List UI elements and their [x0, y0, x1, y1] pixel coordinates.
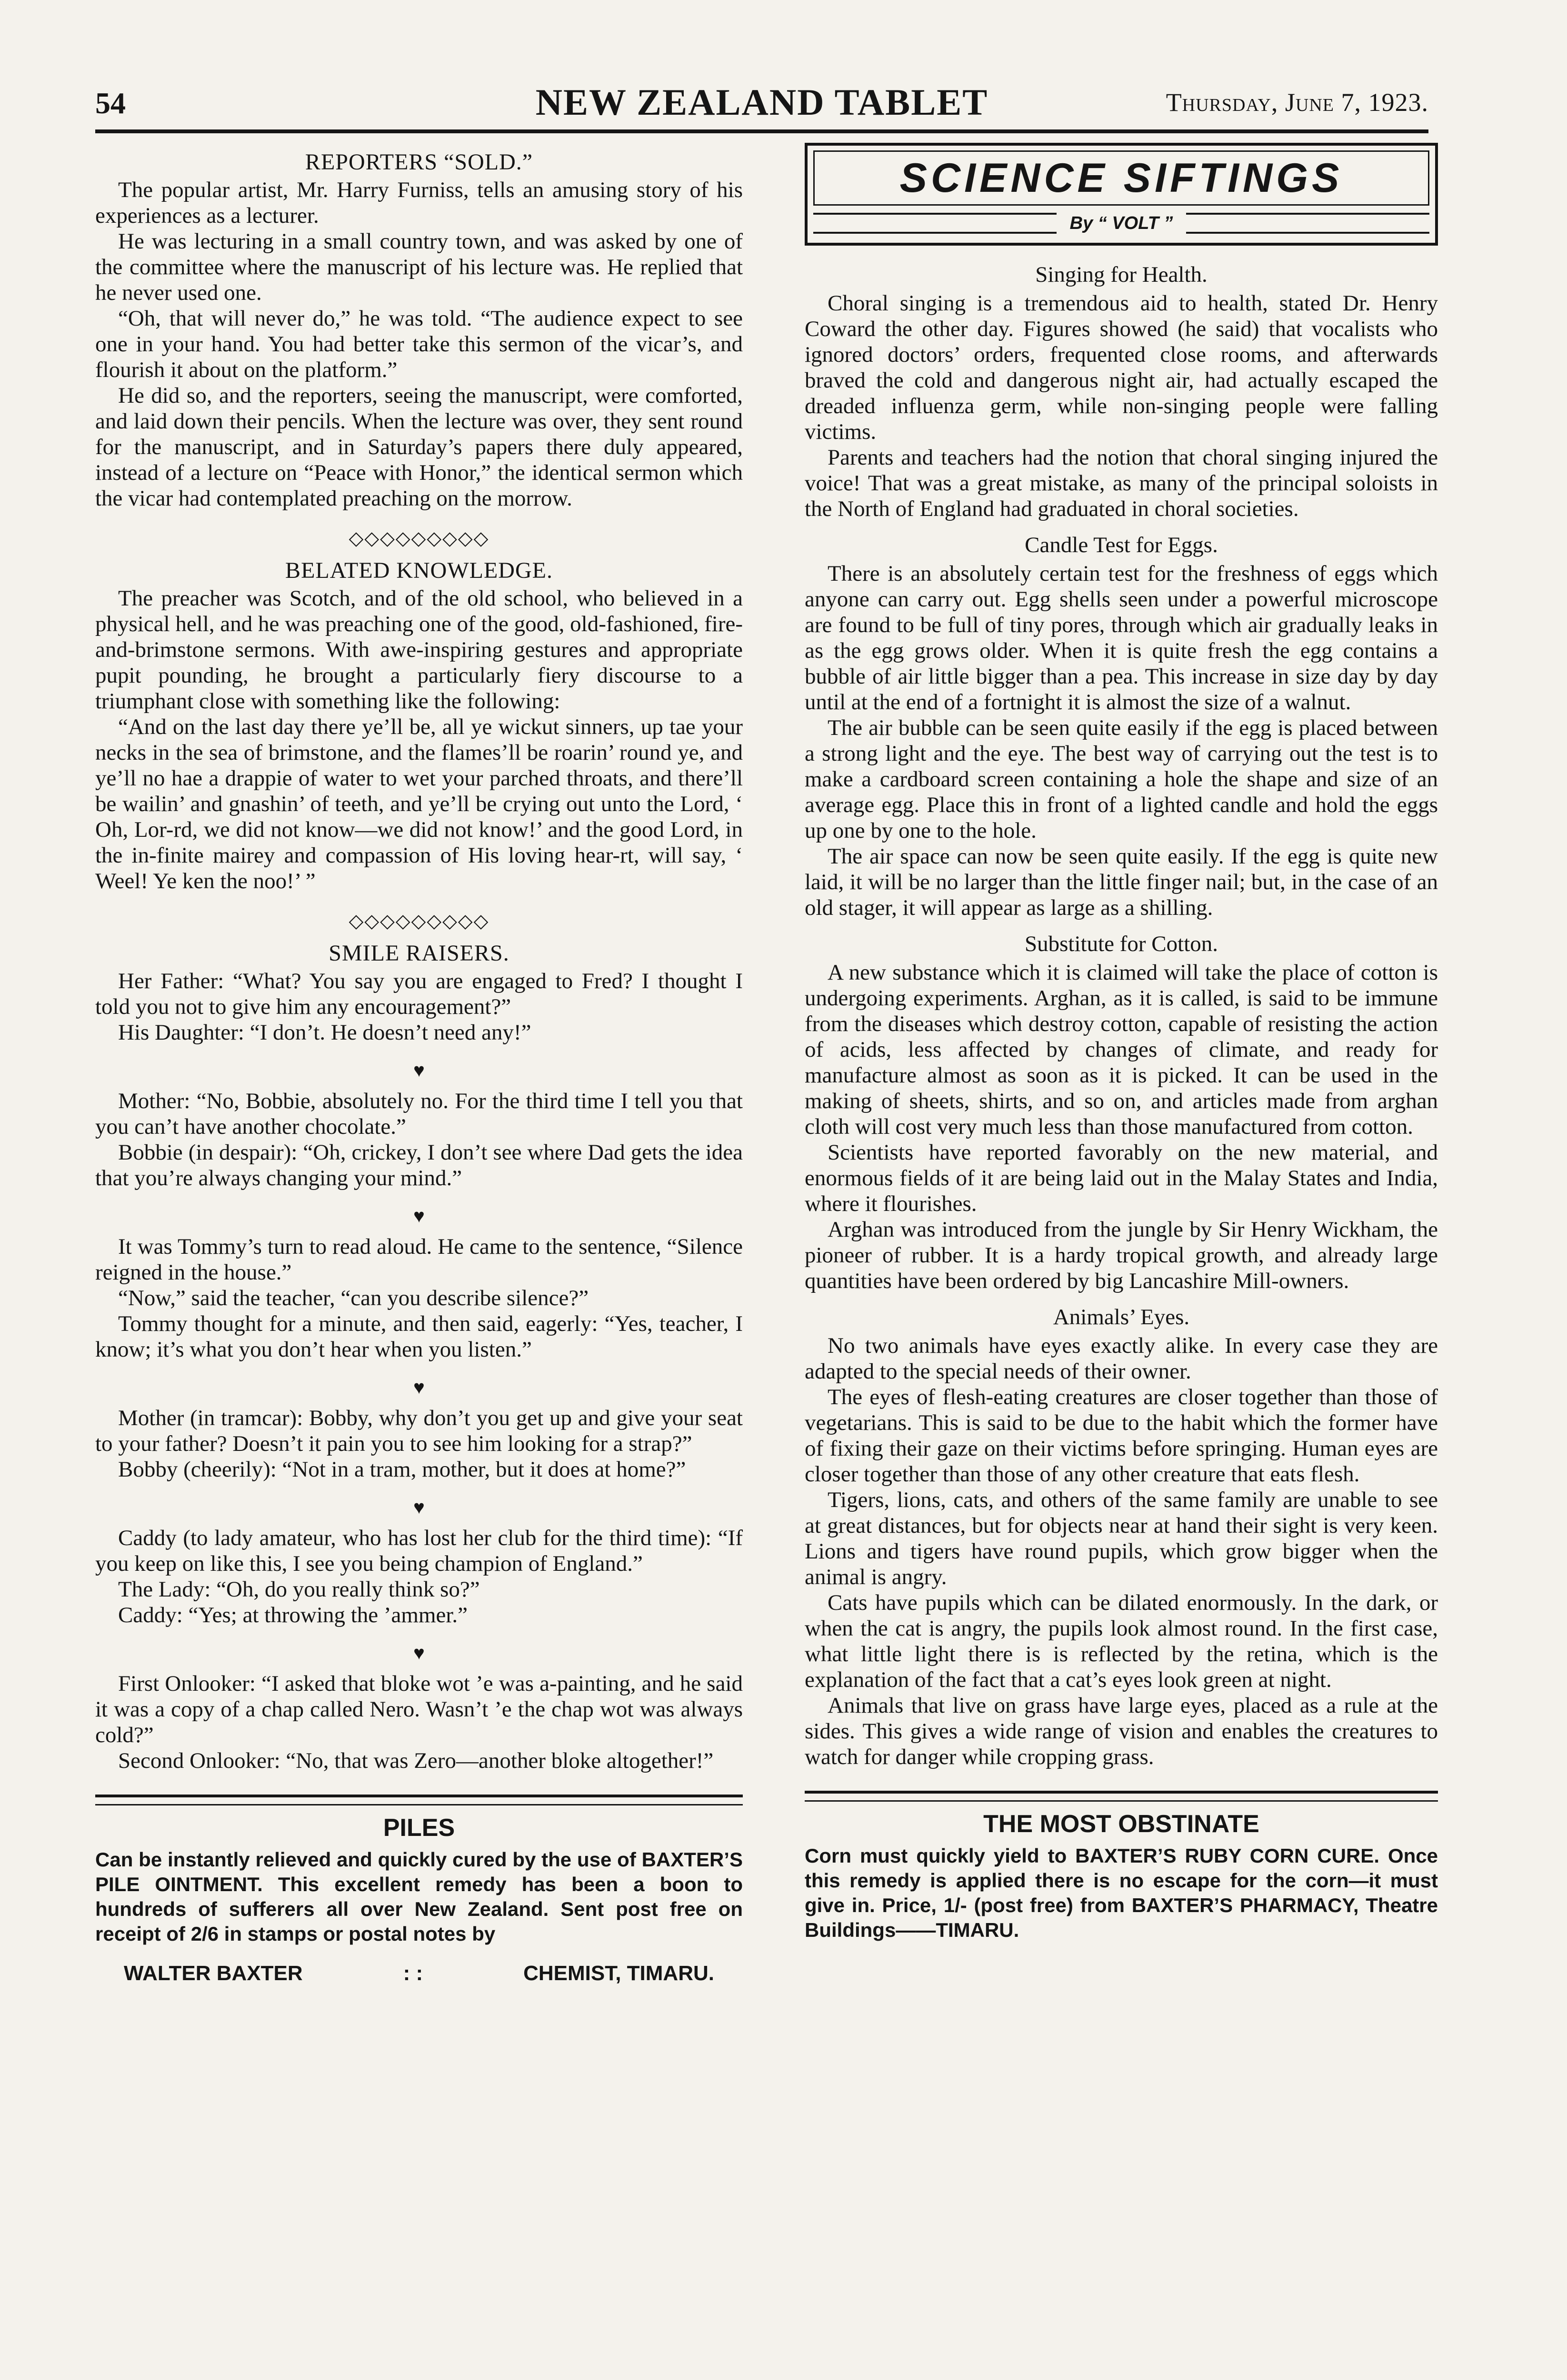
joke-line: Caddy (to lady amateur, who has lost her club for the third time): “If you keep on like this, I see you being champion of England.” — [95, 1526, 743, 1576]
ad-signature-name: WALTER BAXTER — [124, 1962, 303, 1985]
joke-line: It was Tommy’s turn to read aloud. He came to the sentence, “Silence reigned in the house.” — [95, 1234, 743, 1285]
joke-line: Tommy thought for a minute, and then said, eagerly: “Yes, teacher, I know; it’s what you don’t hear when you listen.” — [95, 1311, 743, 1362]
belated-heading: BELATED KNOWLEDGE. — [285, 558, 553, 583]
heart-icon: ♥ — [413, 1497, 425, 1518]
eyes-paragraph: No two animals have eyes exactly alike. In every case they are adapted to the special needs of their owner. — [805, 1333, 1438, 1384]
masthead-rule — [95, 129, 1428, 133]
singing-paragraph: Choral singing is a tremendous aid to health, stated Dr. Henry Coward the other day. Figures showed (he said) that vocalists who ignored doctors’ orders, frequented close rooms, and afterwards braved the cold and dangerous night air, had actually escaped the dreaded influenza germ, while non-singing people were falling victims. — [805, 291, 1438, 444]
heart-icon: ♥ — [413, 1377, 425, 1398]
left-column — [95, 143, 743, 1986]
piles-ad-signature — [95, 1961, 743, 1986]
eyes-paragraph: Animals that live on grass have large eyes, placed as a rule at the sides. This gives a wide range of vision and enables the creatures to watch for danger while cropping grass. — [805, 1693, 1438, 1769]
byline-bar — [1186, 213, 1429, 234]
corn-ad-text: Corn must quickly yield to BAXTER’S RUBY CORN CURE. Once this remedy is applied there is no escape for the corn—it must give in. Price, 1/- (post free) from BAXTER’S PHARMACY, Theatre Buildings——TIMARU. — [805, 1844, 1438, 1941]
heart-icon: ♥ — [413, 1205, 425, 1227]
science-siftings-banner — [805, 143, 1438, 246]
masthead — [95, 76, 1428, 129]
joke-line: “Now,” said the teacher, “can you describe silence?” — [118, 1286, 589, 1310]
reporters-paragraph: He did so, and the reporters, seeing the manuscript, were comforted, and laid down their pencils. When the lecture was over, they sent round for the manuscript, and in Saturday’s papers there duly appeared, instead of a lecture on “Peace with Honor,” the identical sermon which the vicar had contemplated preaching on the morrow. — [95, 383, 743, 511]
ornament-divider: ◇◇◇◇◇◇◇◇◇ — [349, 527, 489, 549]
ornament-divider: ◇◇◇◇◇◇◇◇◇ — [349, 910, 489, 932]
reporters-heading: REPORTERS “SOLD.” — [305, 149, 533, 175]
smile-heading: SMILE RAISERS. — [329, 941, 509, 966]
candle-paragraph: The air bubble can be seen quite easily if the egg is placed between a strong light and the eye. The best way of carrying out the test is to make a cardboard screen containing a hole the shape and size of an average egg. Place this in front of a lighted candle and hold the eggs up one by one to the hole. — [805, 715, 1438, 843]
ad-signature-separator: : : — [403, 1962, 423, 1985]
candle-heading: Candle Test for Eggs. — [1025, 533, 1218, 557]
eyes-paragraph: The eyes of flesh-eating creatures are closer together than those of vegetarians. This is said to be due to the habit which the former have of fixing their gaze on their victims before springing. Human eyes are closer together than those of any other creature that eats flesh. — [805, 1385, 1438, 1487]
cotton-paragraph: A new substance which it is claimed will take the place of cotton is undergoing experiments. Arghan, as it is called, is said to be immune from the diseases which destroy cotton, capable of resisting the action of acids, less affected by changes of climate, and ready for manufacture almost as soon as it is picked. It can be used in the making of sheets, shirts, and so on, and articles made from arghan cloth will cost very much less than those manufactured from cotton. — [805, 960, 1438, 1139]
eyes-heading: Animals’ Eyes. — [1053, 1305, 1190, 1329]
publication-title: NEW ZEALAND TABLET — [535, 81, 988, 123]
joke-line: Bobby (cheerily): “Not in a tram, mother, but it does at home?” — [118, 1457, 686, 1482]
joke-line: The Lady: “Oh, do you really think so?” — [118, 1577, 480, 1602]
joke-line: Mother: “No, Bobbie, absolutely no. For the third time I tell you that you can’t have another chocolate.” — [95, 1089, 743, 1139]
joke-line: Her Father: “What? You say you are engaged to Fred? I thought I told you not to give him any encouragement?” — [95, 969, 743, 1019]
eyes-paragraph: Cats have pupils which can be dilated enormously. In the dark, or when the cat is angry, the pupils look almost round. In the first case, what little light there is is reflected by the retina, which is the explanation of the fact that a cat’s eyes look green at night. — [805, 1590, 1438, 1692]
corn-cure-advertisement — [805, 1811, 1438, 1943]
joke-line: His Daughter: “I don’t. He doesn’t need any!” — [118, 1020, 531, 1045]
heart-icon: ♥ — [413, 1642, 425, 1664]
section-rule — [805, 1791, 1438, 1802]
cotton-heading: Substitute for Cotton. — [1024, 932, 1218, 956]
corn-ad-title: THE MOST OBSTINATE — [983, 1810, 1259, 1838]
issue-date: Thursday, June 7, 1923. — [1166, 88, 1428, 117]
joke-line: Caddy: “Yes; at throwing the ’ammer.” — [118, 1603, 468, 1627]
heart-icon: ♥ — [413, 1060, 425, 1081]
piles-ad-title: PILES — [383, 1814, 455, 1842]
joke-line: Mother (in tramcar): Bobby, why don’t you get up and give your seat to your father? Doesn’t it pain you to see him looking for a strap?” — [95, 1406, 743, 1456]
belated-paragraph: “And on the last day there ye’ll be, all ye wickut sinners, up tae your necks in the sea of brimstone, and the flames’ll be roarin’ round ye, and ye’ll no hae a drappie of water to wet your parched throats, and there’ll be wailin’ and gnashin’ of teeth, and ye’ll be crying out unto the Lord, ‘ Oh, Lor-rd, we did not know—we did not know!’ and the good Lord, in the in-finite mairey and compassion of His loving hear-rt, will say, ‘ Weel! Ye ken the noo!’ ” — [95, 714, 743, 893]
piles-advertisement — [95, 1815, 743, 1986]
reporters-paragraph: “Oh, that will never do,” he was told. “The audience expect to see one in your hand. You had better take this sermon of the vicar’s, and flourish it about on the platform.” — [95, 306, 743, 382]
reporters-paragraph: He was lecturing in a small country town, and was asked by one of the committee where the manuscript of his lecture was. He replied that he never used one. — [95, 229, 743, 305]
joke-line: Second Onlooker: “No, that was Zero—another bloke altogether!” — [118, 1748, 714, 1773]
eyes-paragraph: Tigers, lions, cats, and others of the same family are unable to see at great distances, but for objects near at hand their sight is very keen. Lions and tigers have round pupils, which grow bigger when the animal is angry. — [805, 1488, 1438, 1589]
belated-paragraph: The preacher was Scotch, and of the old school, who believed in a physical hell, and he was preaching one of the good, old-fashioned, fire-and-brimstone sermons. With awe-inspiring gestures and appropriate pupit pounding, he brought a particularly fiery discourse to a triumphant close with something like the following: — [95, 586, 743, 714]
cotton-paragraph: Arghan was introduced from the jungle by Sir Henry Wickham, the pioneer of rubber. It is a hardy tropical growth, and already large quantities have been ordered by big Lancashire Mill-owners. — [805, 1217, 1438, 1293]
candle-paragraph: The air space can now be seen quite easily. If the egg is quite new laid, it will be no larger than the little finger nail; but, in the case of an old stager, it will appear as large as a shilling. — [805, 844, 1438, 920]
reporters-paragraph: The popular artist, Mr. Harry Furniss, tells an amusing story of his experiences as a lecturer. — [95, 178, 743, 228]
singing-paragraph: Parents and teachers had the notion that choral singing injured the voice! That was a great mistake, as many of the principal soloists in the North of England had graduated in choral societies. — [805, 445, 1438, 521]
singing-heading: Singing for Health. — [1035, 262, 1208, 287]
science-siftings-title: SCIENCE SIFTINGS — [813, 150, 1429, 206]
page-number: 54 — [95, 86, 126, 120]
cotton-paragraph: Scientists have reported favorably on the new material, and enormous fields of it are being laid out in the Malay States and India, where it flourishes. — [805, 1140, 1438, 1216]
candle-paragraph: There is an absolutely certain test for the freshness of eggs which anyone can carry out. Egg shells seen under a powerful microscope are found to be full of tiny pores, through which air gradually leaks in as the egg grows older. When it is quite fresh the egg contains a bubble of air little bigger than a pea. This increase in size day by day until at the end of a fortnight it is almost the size of a walnut. — [805, 561, 1438, 714]
joke-line: Bobbie (in despair): “Oh, crickey, I don’t see where Dad gets the idea that you’re always changing your mind.” — [95, 1140, 743, 1190]
section-rule — [95, 1795, 743, 1805]
science-siftings-byline: By “ VOLT ” — [1069, 213, 1173, 233]
right-column — [805, 143, 1438, 1943]
science-siftings-byline-row — [813, 209, 1429, 237]
joke-line: First Onlooker: “I asked that bloke wot ’e was a-painting, and he said it was a copy of a chap called Nero. Wasn’t ’e the chap wot was always cold?” — [95, 1671, 743, 1747]
byline-bar — [813, 213, 1057, 234]
piles-ad-text: Can be instantly relieved and quickly cured by the use of BAXTER’S PILE OINTMENT. This excellent remedy has been a boon to hundreds of sufferers all over New Zealand. Sent post free on receipt of 2/6 in stamps or postal notes by — [95, 1848, 743, 1945]
ad-signature-place: CHEMIST, TIMARU. — [523, 1962, 714, 1985]
